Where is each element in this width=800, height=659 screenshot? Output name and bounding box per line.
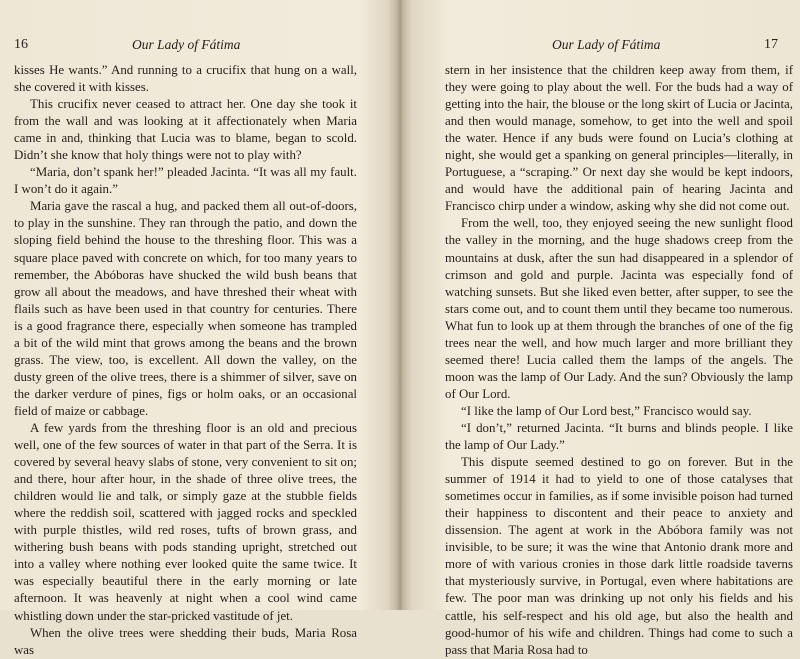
paragraph: “I don’t,” returned Jacinta. “It burns and blinds people. I like the lamp of Our Lady.” [445,420,793,453]
running-head: Our Lady of Fátima [552,37,661,52]
running-head: Our Lady of Fátima [132,37,241,52]
right-page-body [445,62,793,659]
paragraph: “Maria, don’t spank her!” pleaded Jacinta. “It was all my fault. I won’t do it again.” [14,165,357,197]
page-number: 17 [764,37,778,52]
left-page-body [14,62,357,659]
paragraph: kisses He wants.” And running to a crucifix that hung on a wall, she covered it with kisses. [14,63,357,95]
right-page [400,0,800,657]
paragraph: From the well, too, they enjoyed seeing the new sunlight flood the valley in the morning, and the huge shadows creep from the mountains at dusk, after the sun had disappeared in a splendor of crimson and gold and purple. Jacinta was especially fond of watching sunsets. But she liked even better, after supper, to see the stars come out, and to count them until they became too numerous. What fun to look up at them through the branches of one of the fig trees near the well, and how much larger and more brilliant they seemed there! Lucia called them the lamps of the angels. The moon was the lamp of Our Lady. And the sun? Obviously the lamp of Our Lord. [445,216,793,401]
paragraph: Maria gave the rascal a hug, and packed them all out-of-doors, to play in the sunshine. They ran through the patio, and down the sloping field behind the house to the threshing floor. This was a square place paved with concrete on which, for too many years to remember, the Abóboras have shucked the wild bush beans that grow all about the meadows, and have threshed their wheat with flails such as have been used in that country for centuries. There is a good fragrance there, especially when someone has trampled a bit of the wild mint that grows among the beans and the brown grass. The view, too, is excellent. All down the valley, on the dusty green of the olive trees, there is a shimmer of silver, save on the darker verdure of pines, figs or holm oaks, or an occasional field of maize or cabbage. [14,199,357,418]
paragraph: A few yards from the threshing floor is an old and precious well, one of the few sources of water in that part of the Serra. It is covered by several heavy slabs of stone, very convenient to sit on; and there, hour after hour, in the shade of three olive trees, the children would lie and talk, or simply gaze at the stubble fields where the reddish soil, scattered with jagged rocks and speckled with purple thistles, wild red roses, tufts of brown grass, and withering bush beans with pods standing upright, stretched out into a valley where nothing ever looked quite the same twice. It was especially beautiful there in the early morning or late afternoon. It was heavenly at night when a cool wind came whistling down under the star-pricked vastitude of jet. [14,420,357,623]
paragraph: This dispute seemed destined to go on forever. But in the summer of 1914 it had to yield to one of those catalyses that sometimes occur in families, as if some invisible poison had turned their happiness to discontent and their peace to anxiety and dissension. The agent at work in the Abóbora family was not invisible, to be sure; it was the wine that Antonio drank more and more of with various cronies in those dark little roadside taverns that mysteriously survive, in Portugal, even where habitations are few. The poor man was drinking up not only his fields and his cattle, his self-respect and his old age, but also the health and good-humor of his wife and children. Things had come to such a pass that Maria Rosa had to [445,455,793,657]
paragraph: This crucifix never ceased to attract her. One day she took it from the wall and was looking at it affectionately when Maria came in and, thinking that Lucia was to blame, began to scold. Didn’t she know that holy things were not to play with? [14,97,357,163]
paragraph: stern in her insistence that the children keep away from them, if they were going to play about the well. For the buds had a way of getting into the hair, the blouse or the long skirt of Lucia or Jacinta, and then would manage, somehow, to get into the well and spoil the water. Hence if any buds were found on Lucia’s clothing at night, she would get a spanking on general principles—literally, in Portuguese, a “scraping.” Or next day she would be kept indoors, and would have the additional pain of hearing Jacinta and Francisco chirp under a window, asking why she did not come out. [445,63,793,214]
paragraph: When the olive trees were shedding their buds, Maria Rosa was [14,625,357,657]
page-number: 16 [14,37,28,52]
left-page [0,0,400,657]
paragraph: “I like the lamp of Our Lord best,” Francisco would say. [461,403,752,418]
